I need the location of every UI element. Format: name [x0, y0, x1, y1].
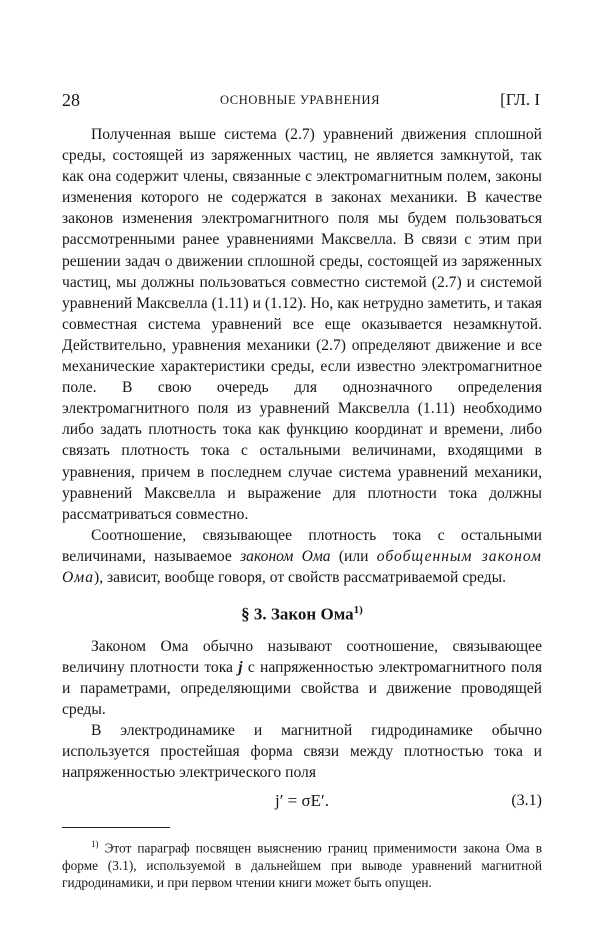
paragraph-2-text-b: (или: [330, 547, 377, 565]
term-ohms-law: законом Ома: [240, 547, 331, 565]
paragraph-1: Полученная выше система (2.7) уравнений движения сплошной среды, состоящей из заряженных частиц, не является замкнутой, так как она содержит члены, связанные с электромагнитным полем, законы изменения которого не содержатся в законах механики. В качестве законов изменения электромагнитного поля мы будем пользоваться рассмотренными ранее уравнениями Максвелла. В связи с этим при решении задач о движении сплошной среды, состоящей из заряженных частиц, мы должны пользоваться совместно системой (2.7) и системой уравнений Максвелла (1.11) и (1.12). Но, как нетрудно заметить, и такая совместная система уравнений все еще оказывается незамкнутой. Действительно, уравнения механики (2.7) определяют движение и все механические характеристики среды, если известно электромагнитное поле. В свою очередь для однозначного определения электромагнитного поля из уравнений Максвелла (1.11) необходимо либо задать плотность тока как функцию координат и времени, либо связать плотность тока с остальными величинами, входящими в уравнения, причем в последнем случае система уравнений механики, уравнений Максвелла и выражение для плотности тока должны рассматриваться совместно.: [62, 126, 542, 523]
page-header: [0, 90, 600, 114]
paragraph-2-text-c: ), зависит, вообще говоря, от свойств рассматриваемой среды.: [94, 568, 506, 586]
section-title: § 3. Закон Ома: [241, 604, 354, 624]
term-generalized-ohms-law: обобщенным законом Ома: [62, 547, 542, 586]
footnote: [62, 836, 542, 891]
running-title: ОСНОВНЫЕ УРАВНЕНИЯ: [219, 93, 381, 107]
paragraph-3-text-a: Законом Ома обычно называют соотношение, связывающее величину плотности тока: [62, 637, 542, 676]
footnote-text: Этот параграф посвящен выяснению границ применимости закона Ома в форме (3.1), используемой в дальнейшем при выводе уравнений магнитной гидродинамики, и при первом чтении книги может быть опущен.: [62, 840, 542, 891]
chapter-marker: [ГЛ. I: [500, 90, 540, 109]
footnote-mark: 1): [91, 839, 99, 850]
section-footnote-mark: 1): [353, 604, 363, 617]
page-body: [62, 124, 542, 892]
paragraph-2: [62, 525, 542, 588]
equation-3-1: [62, 789, 542, 813]
equation-expression: j′ = σE′.: [274, 791, 330, 811]
paragraph-2-text-a: Соотношение, связывающее плотность тока с остальными величинами, называемое: [62, 526, 542, 565]
equation-number: (3.1): [511, 792, 542, 810]
footnote-divider: [62, 827, 170, 828]
paragraph-3: [62, 636, 542, 720]
paragraph-4: В электродинамике и магнитной гидродинамике обычно используется простейшая форма связи между плотностью тока и напряженностью электрического поля: [62, 722, 542, 782]
page-number: 28: [62, 90, 80, 110]
section-heading: [62, 600, 542, 625]
paragraph-3-text-b: с напряженностью электромагнитного поля и параметрами, определяющими свойства и движение проводящей среды.: [62, 658, 542, 719]
symbol-j: j: [238, 658, 243, 676]
